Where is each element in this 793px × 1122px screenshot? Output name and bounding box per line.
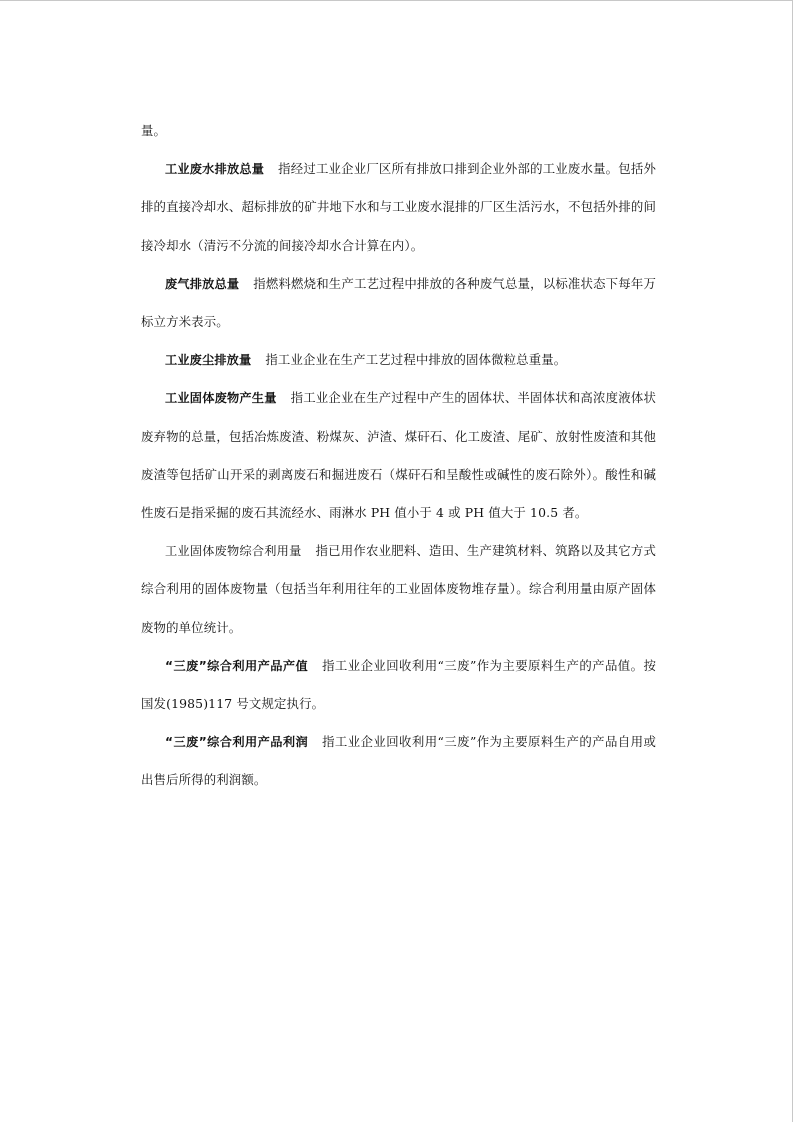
paragraph-solid-waste-generation: [141, 379, 656, 532]
paragraph-product-profit: [141, 723, 656, 799]
document-body: [141, 112, 656, 800]
term-heading: 工业固体废物产生量: [165, 391, 277, 406]
paragraph-dust-discharge: [141, 341, 656, 379]
term-heading: 废气排放总量: [165, 276, 240, 291]
paragraph-text: 指经过工业企业厂区所有排放口排到企业外部的工业废水量。包括外排的直接冷却水、超标排放的矿井地下水和与工业废水混排的厂区生活污水，不包括外排的间接冷却水（清污不分流的间接冷却水合计算在内）。: [141, 161, 657, 253]
paragraph-text: 指工业企业在生产过程中产生的固体状、半固体状和高浓度液体状废弃物的总量，包括冶炼废渣、粉煤灰、泸渣、煤矸石、化工废渣、尾矿、放射性废渣和其他废渣等包括矿山开采的剥离废石和掘进废石（煤矸石和呈酸性或碱性的废石除外）。酸性和碱性废石是指采掘的废石其流经水、雨淋水 PH 值小于 4 或 PH 值大于 10.5 者。: [141, 390, 656, 521]
paragraph-text: 指已用作农业肥料、造田、生产建筑材料、筑路以及其它方式综合利用的固体废物量（包括当年利用往年的工业固体废物堆存量）。综合利用量由原产固体废物的单位统计。: [141, 543, 656, 635]
term-heading: 工业废水排放总量: [165, 162, 265, 177]
paragraph-solid-waste-utilization: [141, 532, 656, 647]
paragraph-continuation: [141, 112, 656, 150]
term-heading: “三废”综合利用产品产值: [165, 658, 309, 673]
paragraph-text: 量。: [141, 123, 167, 138]
paragraph-text: 指燃料燃烧和生产工艺过程中排放的各种废气总量，以标准状态下每年万标立方米表示。: [141, 275, 656, 330]
term-heading: “三废”综合利用产品利润: [165, 735, 309, 750]
paragraph-wastewater-discharge: [141, 150, 656, 265]
paragraph-waste-gas-discharge: [141, 265, 656, 341]
term-heading: 工业废尘排放量: [165, 353, 252, 368]
paragraph-text: 指工业企业回收利用“三废”作为主要原料生产的产品值。按国发(1985)117 号文规定执行。: [141, 657, 656, 712]
term-heading: 工业固体废物综合利用量: [165, 544, 302, 559]
paragraph-product-output-value: [141, 647, 656, 723]
paragraph-text: 指工业企业回收利用“三废”作为主要原料生产的产品自用或出售后所得的利润额。: [141, 734, 656, 788]
paragraph-text: 指工业企业在生产工艺过程中排放的固体微粒总重量。: [265, 352, 567, 368]
